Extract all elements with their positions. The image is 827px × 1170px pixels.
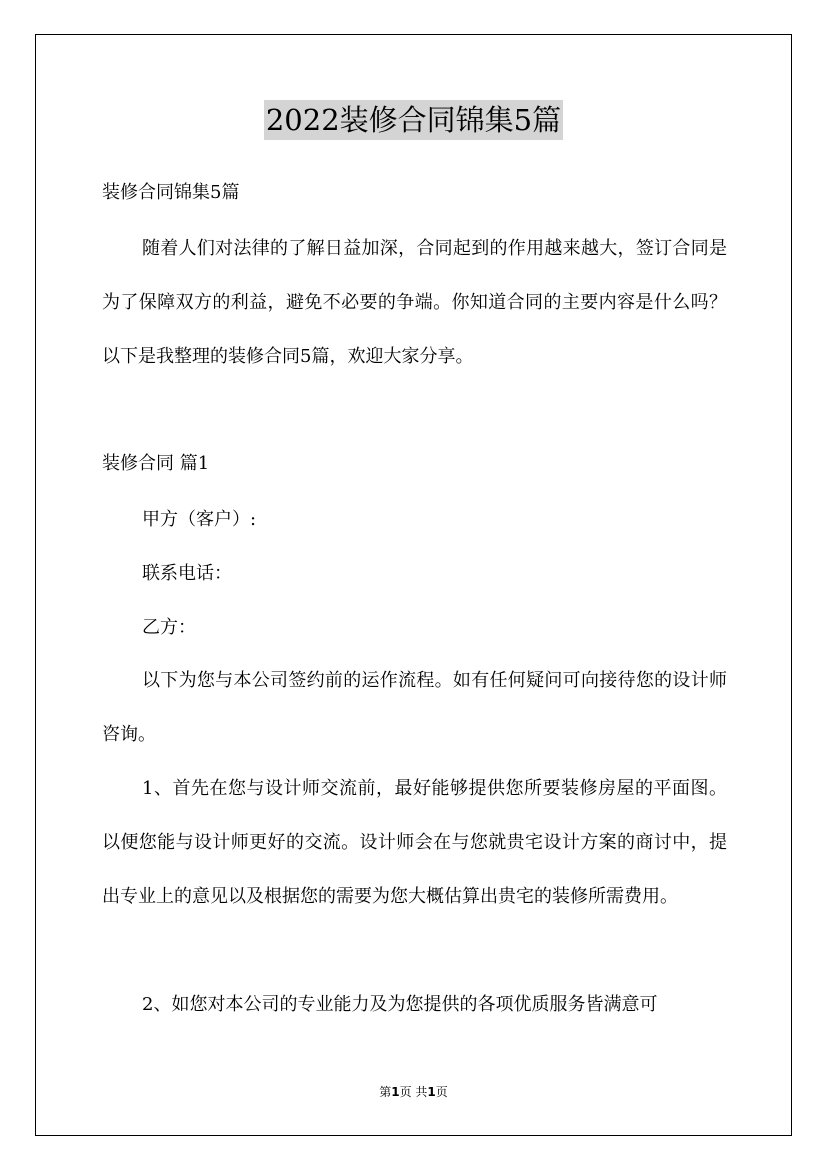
title-container: [0, 100, 827, 140]
document-subtitle: 装修合同锦集5篇: [102, 182, 240, 203]
party-b-line: 乙方：: [142, 617, 196, 638]
footer-prefix: 第: [379, 1085, 392, 1099]
phone-line: 联系电话：: [142, 563, 232, 584]
footer-mid: 页 共: [399, 1085, 428, 1099]
page-footer: [0, 1083, 827, 1101]
footer-current-page: 1: [391, 1085, 400, 1099]
footer-suffix: 页: [435, 1085, 448, 1099]
footer-total-pages: 1: [427, 1085, 436, 1099]
step2-paragraph: 2、如您对本公司的专业能力及为您提供的各项优质服务皆满意可: [142, 994, 658, 1015]
step1-paragraph: 1、首先在您与设计师交流前，最好能够提供您所要装修房屋的平面图。以便您能与设计师更好的交流。设计师会在与您就贵宅设计方案的商讨中，提出专业上的意见以及根据您的需要为您大概估算出贵宅的装修所需费用。: [102, 778, 727, 907]
party-a-line: 甲方（客户）:: [142, 509, 257, 530]
process-paragraph: 以下为您与本公司签约前的运作流程。如有任何疑问可向接待您的设计师咨询。: [102, 670, 727, 745]
document-title: 2022装修合同锦集5篇: [264, 100, 563, 140]
section-heading: 装修合同 篇1: [102, 453, 210, 474]
intro-paragraph: 随着人们对法律的了解日益加深，合同起到的作用越来越大，签订合同是为了保障双方的利益，避免不必要的争端。你知道合同的主要内容是什么吗？以下是我整理的装修合同5篇，欢迎大家分享。: [102, 238, 727, 367]
